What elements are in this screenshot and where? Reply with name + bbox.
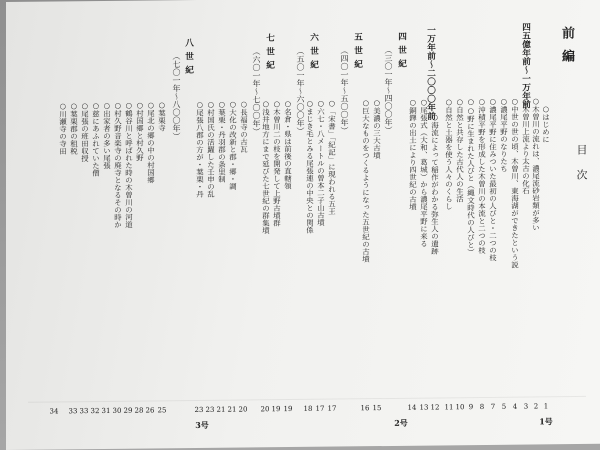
contents-heading: 目次 <box>575 143 588 195</box>
page-number: 2 <box>533 402 539 411</box>
toc-entry: ○六七・八メートルの曽本二子山古墳 <box>316 98 326 227</box>
toc-entry: ○浅井地方にまで延びた七世紀の群集墳 <box>261 99 271 235</box>
page-number: 14 <box>407 403 417 412</box>
page-number: 1 <box>543 402 549 411</box>
section-heading: 前編 <box>559 26 574 73</box>
toc-entry: ○村国郷と村久野 <box>135 100 145 162</box>
issue-mark: 2号 <box>394 417 408 428</box>
issue-mark: 1号 <box>539 416 553 427</box>
toc-entry: ○沖積平野を形成した木曽川の本流と二つの枝 <box>477 96 487 255</box>
toc-entry: ○出家者の多い尾張 <box>102 100 112 170</box>
page-number: 25 <box>157 406 167 415</box>
toc-entry: ○はじめに <box>541 104 551 144</box>
toc-entry: ○「宋書」「紀記」に現われる五王 <box>327 98 337 215</box>
toc-entry: ○葉栗寺 <box>157 100 167 132</box>
page-number: 13 <box>419 403 429 412</box>
toc-entry: ○鶴谷川と呼ばれた時の木曽川の河道 <box>124 100 134 229</box>
page-number: 5 <box>501 402 507 411</box>
toc-entry: ○海流によって稲作がわかる弥生人の遺跡 <box>430 112 440 255</box>
issue-mark: 3号 <box>195 419 209 431</box>
toc-entry: ○美濃の三大古墳 <box>372 98 382 159</box>
toc-entry: ○中世の世の頃、木曽川、東海湖ができたという説 <box>510 96 520 269</box>
toc-entry: ○巨大なものをつくるようになった五世紀の古墳 <box>361 98 371 263</box>
page-number: 34 <box>49 407 59 416</box>
toc-entry: ○木曽川上流より太古の化石 <box>521 96 531 195</box>
era-sub-8c: （七〇一年〜八〇〇年） <box>172 52 181 141</box>
toc-entry: ○長福寺の古瓦 <box>239 99 249 153</box>
toc-entry: ○銅鐸の出土により四世紀の古墳 <box>408 97 418 211</box>
era-sub-4c: （三〇一年〜四〇〇年） <box>384 45 393 135</box>
era-header-jomon: 一万年前〜二〇〇〇年前 <box>425 25 436 121</box>
toc-entry: ○名倉・県は前後の直轄領 <box>283 99 293 190</box>
page-number: 33 <box>79 407 89 416</box>
toc-entry: ○濃尾平野のなりたち <box>499 96 509 173</box>
page-number: 31 <box>101 406 111 415</box>
toc-entry: ○葉栗・丹羽郡の条里制 <box>217 99 227 183</box>
era-header-8c: 八世紀 <box>183 38 194 79</box>
page-number: 21 <box>227 405 237 414</box>
era-header-4c: 四世紀 <box>396 31 407 73</box>
era-sub-7c: （六〇一年〜七〇〇年） <box>252 47 261 136</box>
page-number: 11 <box>444 403 454 412</box>
page-number: 20 <box>260 405 270 414</box>
page-number: 17 <box>315 404 325 413</box>
page-number: 29 <box>123 406 133 415</box>
toc-entry: ○濃尾平野に住みついた最初の人びと・二つの枝 <box>488 96 498 262</box>
toc-entry: ○尾北の郷の中の村国郷 <box>146 100 156 184</box>
toc-entry: ○大化の改新と郡・郷・調 <box>228 99 238 191</box>
era-header-7c: 七世紀 <box>264 33 275 75</box>
page-number: 4 <box>512 402 518 411</box>
page-number: 30 <box>112 406 122 415</box>
page-number: 19 <box>271 405 281 414</box>
page-number: 19 <box>283 405 293 414</box>
page-number: 33 <box>68 407 78 416</box>
page-number: 26 <box>145 406 155 415</box>
toc-entry: ○まじき毛とみる尾張連の中央との関係 <box>305 98 315 234</box>
book-page <box>6 0 600 450</box>
page-number: 28 <box>134 406 144 415</box>
toc-entry: ○葉栗郡の租税 <box>69 101 79 155</box>
toc-entry: ○村国氏の活躍した壬申の乱 <box>206 99 216 198</box>
page-number: 18 <box>303 404 313 413</box>
page-number: 32 <box>90 407 100 416</box>
page-number: 23 <box>205 405 215 414</box>
toc-entry: ○自然と共存した古代人の生活 <box>455 97 465 203</box>
page-number: 8 <box>479 402 485 412</box>
era-header-prehistory: 四五億年前〜一万年前 <box>520 22 531 109</box>
page-number: 21 <box>216 405 226 414</box>
page-number: 3 <box>523 402 529 411</box>
toc-entry: ○尾張の班田収授 <box>80 101 90 163</box>
page-number: 9 <box>468 403 474 412</box>
page-number-rule <box>28 396 586 403</box>
era-header-5c: 五世紀 <box>352 32 363 74</box>
page-number: 7 <box>490 402 496 411</box>
page-number: 16 <box>360 404 370 413</box>
toc-entry: ○尾張八郡の方が・葉栗・丹 <box>195 99 205 198</box>
page-number: 20 <box>238 405 248 414</box>
page-number: 12 <box>430 403 440 412</box>
toc-entry: ○自然と土器を使う人々のくらし <box>444 97 454 211</box>
era-sub-6c: （五〇一年〜六〇〇年） <box>296 46 305 135</box>
toc-entry: ○尾張式（大和、葛城）から濃尾平野に来る <box>419 97 429 248</box>
toc-entry: ○木曽川二の枝を開発して上野古墳群 <box>272 99 282 227</box>
toc-entry: ○村久野音楽寺の廃寺となるその時か <box>113 100 123 229</box>
toc-entry: ○○野に生まれた人びと（縄文時代の人びと） <box>466 97 476 256</box>
toc-entry: ○木曽川の流れは、濃尾流砂岩類が多い <box>531 96 541 232</box>
toc-entry: ○慈にあふれていた僧 <box>91 101 101 177</box>
page-number: 17 <box>327 404 337 413</box>
page-number: 23 <box>194 405 204 415</box>
page-number: 15 <box>372 404 382 413</box>
era-header-6c: 六世紀 <box>308 32 319 74</box>
page-number: 10 <box>455 403 465 412</box>
toc-entry: ○川瀬寺の寺田 <box>58 101 68 155</box>
era-sub-5c: （四〇一年〜五〇〇年） <box>340 46 349 135</box>
